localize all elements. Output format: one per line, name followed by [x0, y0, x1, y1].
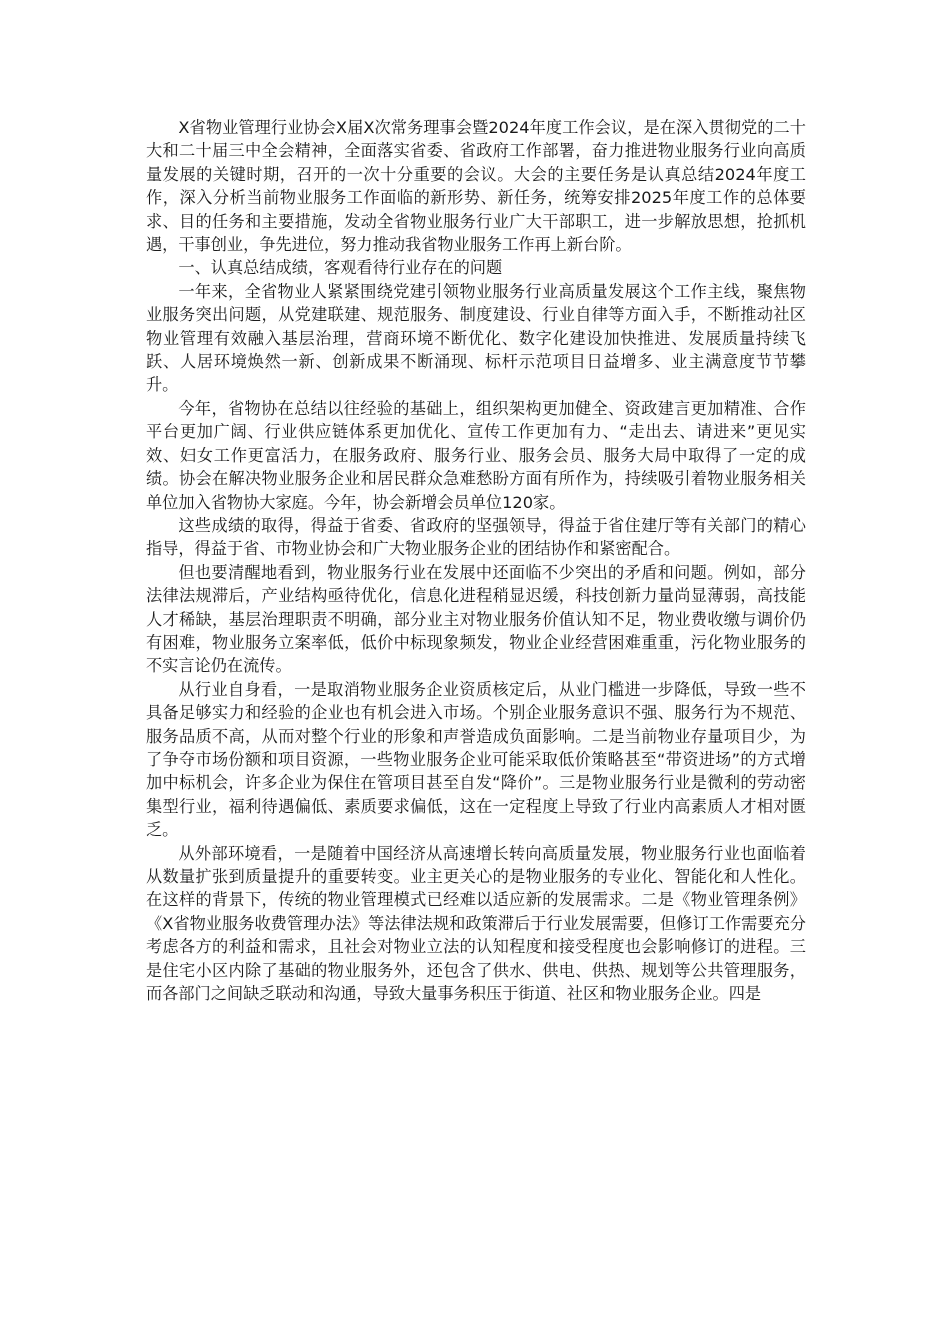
- intro-paragraph: X省物业管理行业协会X届X次常务理事会暨2024年度工作会议，是在深入贯彻党的二十大和二十届三中全会精神，全面落实省委、省政府工作部署，奋力推进物业服务行业向高质量发展的关键时期，召开的一次十分重要的会议。大会的主要任务是认真总结2024年度工作，深入分析当前物业服务工作面临的新形势、新任务，统筹安排2025年度工作的总体要求、目的任务和主要措施，发动全省物业服务行业广大干部职工，进一步解放思想，抢抓机遇，干事创业，争先进位，努力推动我省物业服务工作再上新台阶。: [146, 118, 806, 255]
- association-work-paragraph: 今年，省物协在总结以往经验的基础上，组织架构更加健全、资政建言更加精准、合作平台更加广阔、行业供应链体系更加优化、宣传工作更加有力、“走出去、请进来”更见实效、妇女工作更富活力，在服务政府、服务行业、服务会员、服务大局中取得了一定的成绩。协会在解决物业服务企业和居民群众急难愁盼方面有所作为，持续吸引着物业服务相关单位加入省物协大家庭。今年，协会新增会员单位120家。: [146, 398, 806, 512]
- section-heading: 一、认真总结成绩，客观看待行业存在的问题: [178, 258, 503, 278]
- achievements-paragraph: 一年来，全省物业人紧紧围绕党建引领物业服务行业高质量发展这个工作主线，聚焦物业服务突出问题，从党建联建、规范服务、制度建设、行业自律等方面入手，不断推动社区物业管理有效融入基层治理，营商环境不断优化、数字化建设加快推进、发展质量持续飞跃、人居环境焕然一新、创新成果不断涌现、标杆示范项目日益增多、业主满意度节节攀升。: [146, 281, 806, 395]
- external-environment-paragraph: 从外部环境看，一是随着中国经济从高速增长转向高质量发展，物业服务行业也面临着从数量扩张到质量提升的重要转变。业主更关心的是物业服务的专业化、智能化和人性化。在这样的背景下，传统的物业管理模式已经难以适应新的发展需求。二是《物业管理条例》《X省物业服务收费管理办法》等法律法规和政策滞后于行业发展需要，但修订工作需要充分考虑各方的利益和需求，且社会对物业立法的认知程度和接受程度也会影响修订的进程。三是住宅小区内除了基础的物业服务外，还包含了供水、供电、供热、规划等公共管理服务，而各部门之间缺乏联动和沟通，导致大量事务积压于街道、社区和物业服务企业。四是: [146, 843, 806, 1004]
- document-body: [146, 116, 806, 1005]
- gratitude-paragraph: 这些成绩的取得，得益于省委、省政府的坚强领导，得益于省住建厅等有关部门的精心指导，得益于省、市物业协会和广大物业服务企业的团结协作和紧密配合。: [146, 515, 806, 559]
- industry-internal-paragraph: 从行业自身看，一是取消物业服务企业资质核定后，从业门槛进一步降低，导致一些不具备足够实力和经验的企业也有机会进入市场。个别企业服务意识不强、服务行为不规范、服务品质不高，从而对整个行业的形象和声誉造成负面影响。二是当前物业存量项目少，为了争夺市场份额和项目资源，一些物业服务企业可能采取低价策略甚至“带资进场”的方式增加中标机会，许多企业为保住在管项目甚至自发“降价”。三是物业服务行业是微利的劳动密集型行业，福利待遇偏低、素质要求偏低，这在一定程度上导致了行业内高素质人才相对匮乏。: [146, 679, 806, 840]
- problems-paragraph: 但也要清醒地看到，物业服务行业在发展中还面临不少突出的矛盾和问题。例如，部分法律法规滞后，产业结构亟待优化，信息化进程稍显迟缓，科技创新力量尚显薄弱，高技能人才稀缺，基层治理职责不明确，部分业主对物业服务价值认知不足，物业费收缴与调价仍有困难，物业服务立案率低，低价中标现象频发，物业企业经营困难重重，污化物业服务的不实言论仍在流传。: [146, 562, 806, 676]
